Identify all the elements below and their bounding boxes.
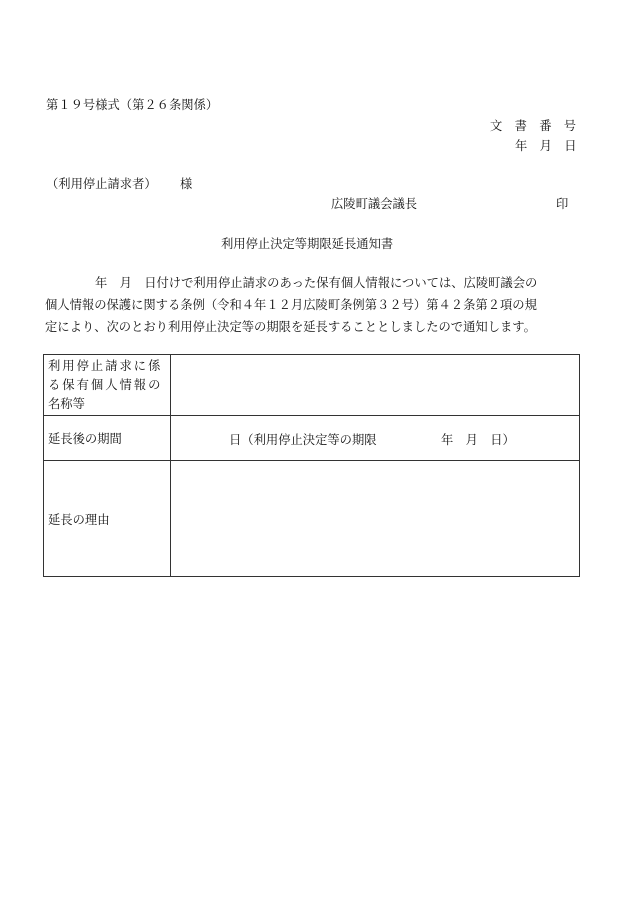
seal-mark: 印: [556, 197, 569, 211]
extension-reason-value[interactable]: [171, 461, 580, 577]
table-row: [44, 461, 580, 577]
extended-period-days: 日（利用停止決定等の期限: [229, 433, 377, 447]
extension-table: [43, 354, 580, 577]
extension-reason-label: 延長の理由: [44, 461, 171, 577]
notice-body-line-2: 個人情報の保護に関する条例（令和４年１２月広陵町条例第３２号）第４２条第２項の規: [45, 298, 537, 312]
addressee-honorific: 様: [180, 177, 193, 191]
document-date: 年 月 日: [515, 139, 577, 153]
addressee-label: （利用停止請求者）: [46, 177, 157, 191]
document-title: 利用停止決定等期限延長通知書: [221, 237, 394, 251]
info-name-label-line-1: 利用停止請求に係: [48, 358, 163, 373]
sender-title: 広陵町議会議長: [331, 197, 418, 211]
extended-period-label: 延長後の期間: [44, 416, 171, 461]
notice-body-line-1: 年 月 日付けで利用停止請求のあった保有個人情報については、広陵町議会の: [95, 276, 538, 290]
extended-period-value[interactable]: [171, 416, 580, 461]
info-name-label-line-2: る保有個人情報の: [48, 377, 163, 392]
notice-body: [45, 272, 587, 338]
table-row: [44, 416, 580, 461]
info-name-value[interactable]: [171, 355, 580, 416]
form-number: 第１９号様式（第２６条関係）: [46, 98, 219, 112]
extended-period-deadline-date: 年 月 日）: [441, 433, 515, 447]
info-name-label: [44, 355, 171, 416]
notice-body-line-3: 定により、次のとおり利用停止決定等の期限を延長することとしましたので通知します。: [45, 320, 536, 334]
info-name-label-line-3: 名称等: [48, 396, 85, 411]
document-number-label: 文 書 番 号: [490, 119, 577, 133]
table-row: [44, 355, 580, 416]
